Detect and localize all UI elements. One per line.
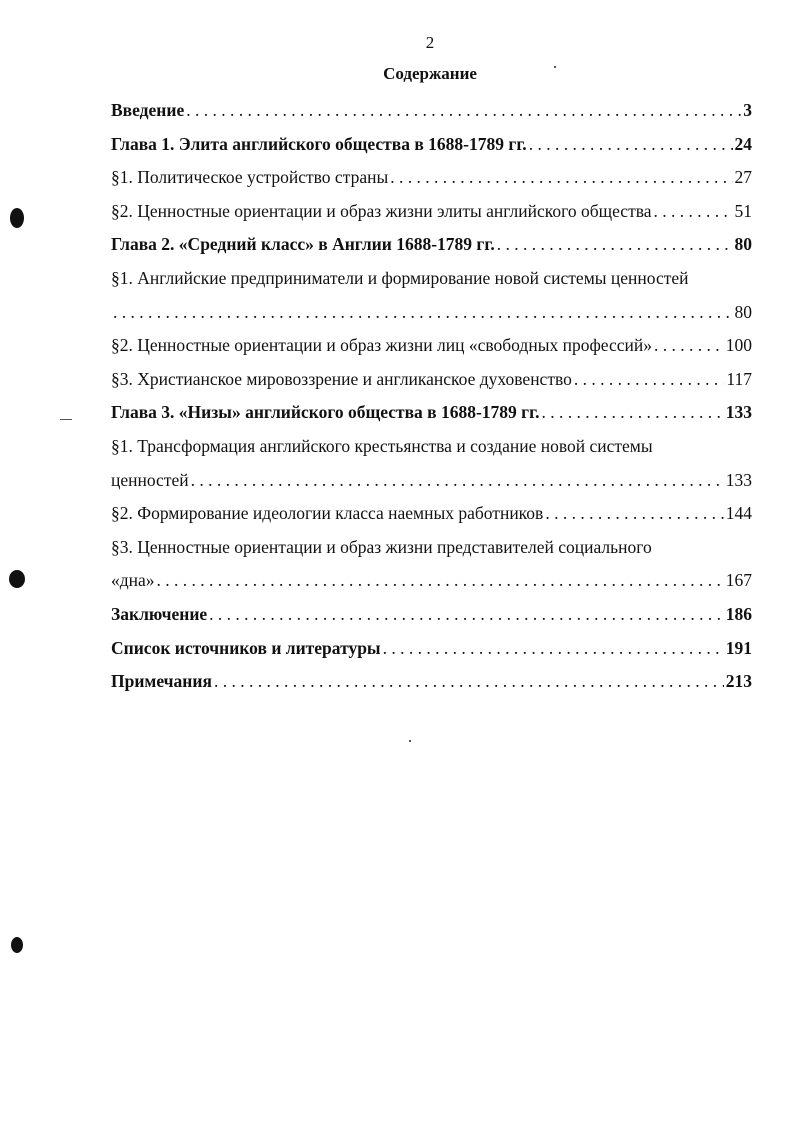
toc-entry-page: 144 <box>725 503 752 524</box>
toc-entry <box>111 195 752 229</box>
toc-entry-label: Введение <box>111 100 185 120</box>
toc-entry <box>111 262 752 296</box>
dot-leader <box>390 161 732 195</box>
dot-leader <box>383 632 724 666</box>
toc-title: Содержание <box>383 64 477 83</box>
dot-leader <box>214 665 724 699</box>
toc-entry-label: Заключение <box>111 603 208 624</box>
toc-entry-page: 133 <box>725 402 752 423</box>
toc-entry <box>111 564 752 598</box>
toc-entry-page: 167 <box>725 570 752 591</box>
dot-leader <box>157 564 724 598</box>
dot-leader <box>541 396 723 430</box>
scan-blot <box>10 208 24 228</box>
toc-entry <box>111 665 752 699</box>
toc-entry-label: §2. Формирование идеологии класса наемных работников <box>111 503 544 524</box>
toc-entry-page: 186 <box>725 603 752 624</box>
toc-entry-page: 51 <box>734 200 752 221</box>
dot-leader <box>654 195 733 229</box>
toc-entry <box>111 94 752 128</box>
toc-entry-label: §2. Ценностные ориентации и образ жизни лиц «свободных профессий» <box>111 335 652 356</box>
dot-leader <box>113 296 733 330</box>
toc-entry-page: 191 <box>725 637 752 658</box>
toc-entry-page: 80 <box>734 234 752 255</box>
toc-entry <box>111 632 752 666</box>
scan-speck <box>554 66 556 68</box>
toc-entry <box>111 296 752 330</box>
toc-entry-label: §2. Ценностные ориентации и образ жизни элиты английского общества <box>111 200 652 221</box>
toc-entry <box>111 161 752 195</box>
toc-entry-page: 117 <box>726 368 752 389</box>
toc-entry <box>111 228 752 262</box>
toc-entry-label: Список источников и литературы <box>111 637 381 658</box>
toc-entry-page: 24 <box>734 133 752 154</box>
toc-entry <box>111 363 752 397</box>
scan-speck <box>60 419 72 420</box>
toc-entry-label: ценностей <box>111 469 189 490</box>
toc-entry-page: 27 <box>734 167 752 188</box>
dot-leader <box>545 497 723 531</box>
toc-entry-label: §3. Ценностные ориентации и образ жизни представителей социального <box>111 536 652 557</box>
toc-entry-label: Глава 2. «Средний класс» в Англии 1688-1789 гг. <box>111 234 495 255</box>
toc-entry <box>111 396 752 430</box>
toc-entry <box>111 531 752 565</box>
toc-entry-label: Глава 1. Элита английского общества в 1688-1789 гг. <box>111 133 527 154</box>
toc-entry-label: Примечания <box>111 671 212 692</box>
toc-entry <box>111 497 752 531</box>
toc-entry-label: §1. Английские предприниматели и формирование новой системы ценностей <box>111 267 689 288</box>
table-of-contents <box>111 94 752 699</box>
toc-entry-label: Глава 3. «Низы» английского общества в 1688-1789 гг. <box>111 402 540 423</box>
toc-entry <box>111 464 752 498</box>
toc-entry <box>111 598 752 632</box>
toc-entry <box>111 128 752 162</box>
toc-entry-label: §3. Христианское мировоззрение и англиканское духовенство <box>111 368 572 389</box>
page-number: 2 <box>425 33 435 52</box>
toc-entry-label: «дна» <box>111 570 155 591</box>
dot-leader <box>186 94 741 128</box>
toc-entry-label: §1. Политическое устройство страны <box>111 167 389 188</box>
dot-leader <box>654 329 724 363</box>
scan-speck <box>409 740 411 742</box>
toc-entry <box>111 329 752 363</box>
toc-entry-page: 100 <box>725 335 752 356</box>
dot-leader <box>529 128 733 162</box>
scan-blot <box>9 570 25 588</box>
toc-entry-page: 80 <box>734 301 752 322</box>
dot-leader <box>574 363 725 397</box>
dot-leader <box>191 464 724 498</box>
toc-entry-page: 3 <box>743 100 752 120</box>
toc-entry-label: §1. Трансформация английского крестьянства и создание новой системы <box>111 435 653 456</box>
dot-leader <box>497 228 733 262</box>
toc-entry <box>111 430 752 464</box>
scan-blot <box>11 937 23 953</box>
toc-entry-page: 213 <box>725 671 752 692</box>
toc-entry-page: 133 <box>725 469 752 490</box>
dot-leader <box>209 598 724 632</box>
